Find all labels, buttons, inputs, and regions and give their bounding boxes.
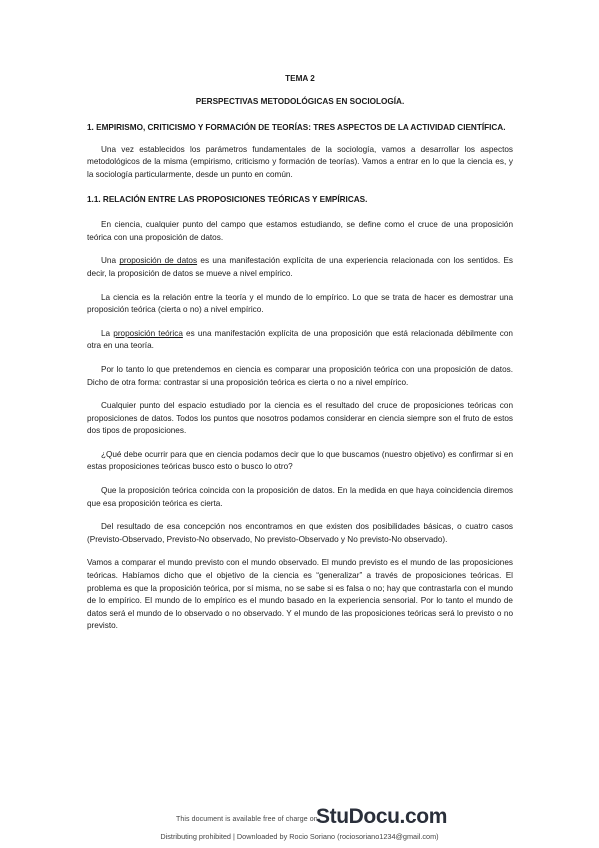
paragraph-5: Por lo tanto lo que pretendemos en ciencia es comparar una proposición teórica con una proposición de datos. Dicho de otra forma: contrastar si una proposición teórica es cierta o no a nivel empírico. [87, 364, 513, 387]
paragraph-9: Del resultado de esa concepción nos encontramos en que existen dos posibilidades básicas, o cuatro casos (Previsto-Observado, Previsto-No observado, No previsto-Observado y No previsto-No observado). [87, 522, 513, 544]
distribution-notice: Distributing prohibited | Downloaded by Rocio Soriano (rociosoriano1234@gmail.com) [160, 832, 439, 841]
paragraph-1: En ciencia, cualquier punto del campo que estamos estudiando, se define como el cruce de una proposición teórica con una proposición de datos. [87, 220, 513, 242]
paragraph-2-lead: Una [101, 256, 120, 266]
logo-docu: Docu [348, 805, 400, 828]
term-proposicion-teorica: proposición teórica [113, 328, 183, 338]
logo-com: .com [399, 805, 447, 828]
subsection-heading: 1.1. RELACIÓN ENTRE LAS PROPOSICIONES TEÓRICAS Y EMPÍRICAS. [87, 194, 368, 204]
logo-stu: Stu [316, 805, 349, 828]
paragraph-8: Que la proposición teórica coincida con la proposición de datos. En la medida en que haya coincidencia diremos que esa proposición teórica es cierta. [87, 486, 513, 508]
paragraph-2-rest: es una manifestación explícita de una experiencia relacionada con los sentidos. Es decir, la proposición de datos se mueve a nivel empírico. [87, 256, 514, 278]
paragraph-10: Vamos a comparar el mundo previsto con el mundo observado. El mundo previsto es el mundo de las proposiciones teóricas. Habíamos dicho que el objetivo de la ciencia es “generalizar” a través de proposiciones teóricas. El problema es que la proposición teórica, por sí misma, no se sabe si es falsa o no; hay que contrastarla con el mundo de lo empírico. El mundo de lo empírico es el mundo basado en la experiencia sensorial. Por lo tanto el mundo de datos será el mundo de lo observado o no observado. Y el mundo de las proposiciones teóricas será lo previsto o no previsto. [87, 558, 513, 631]
section-heading: 1. EMPIRISMO, CRITICISMO Y FORMACIÓN DE TEORÍAS: TRES ASPECTOS DE LA ACTIVIDAD CIENTÍFICA. [87, 123, 506, 133]
paragraph-2 [87, 255, 513, 280]
term-proposicion-de-datos: proposición de datos [119, 256, 198, 266]
document-subtitle: PERSPECTIVAS METODOLÓGICAS EN SOCIOLOGÍA. [195, 96, 405, 106]
paragraph-6: Cualquier punto del espacio estudiado por la ciencia es el resultado del cruce de proposiciones teóricas con proposiciones de datos. Todos los puntos que nosotros podamos considerar en ciencia siempre son el fruto de estos dos tipos de proposiciones. [87, 401, 513, 436]
paragraph-3: La ciencia es la relación entre la teoría y el mundo de lo empírico. Lo que se trata de hacer es demostrar una proposición teórica (cierta o no) a nivel empírico. [87, 292, 513, 315]
paragraph-4 [87, 328, 513, 353]
page-footer [0, 802, 599, 848]
availability-notice: This document is available free of charge on [176, 816, 318, 823]
document-title: TEMA 2 [285, 74, 315, 83]
paragraph-4-lead: La [101, 328, 114, 338]
document-body [87, 70, 513, 633]
intro-paragraph: Una vez establecidos los parámetros fundamentales de la sociología, vamos a desarrollar los aspectos metodológicos de la misma (empirismo, criticismo y formación de teorías). Vamos a entrar en lo que la ciencia es, y la sociología particularmente, desde un punto en común. [87, 144, 513, 179]
paragraph-7: ¿Qué debe ocurrir para que en ciencia podamos decir que lo que buscamos (nuestro objetivo) es confirmar si en estas proposiciones teóricas busco esto o busco lo otro? [87, 449, 513, 472]
studocu-logo[interactable] [316, 805, 447, 829]
paragraph-4-rest: es una manifestación explícita de una proposición que está relacionada débilmente con otra en una teoría. [87, 328, 513, 351]
